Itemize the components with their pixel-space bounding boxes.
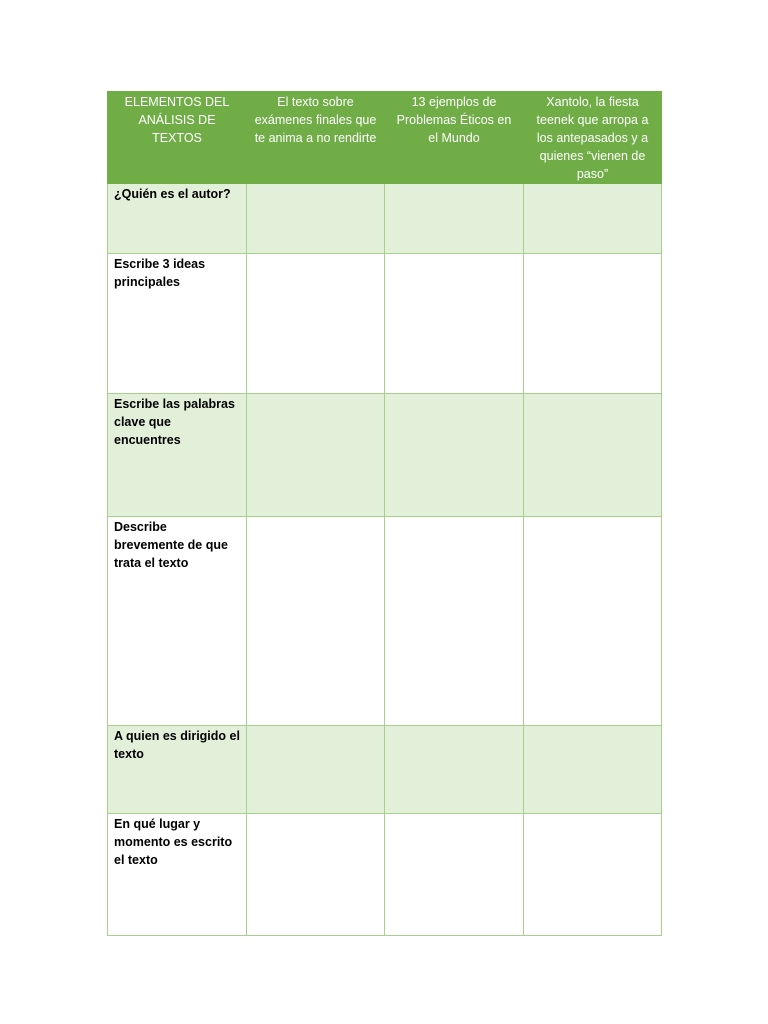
answer-cell[interactable] — [385, 184, 524, 254]
row-label: Describe brevemente de que trata el texto — [108, 517, 247, 726]
table-row — [108, 517, 662, 726]
answer-cell[interactable] — [524, 726, 662, 814]
row-label: Escribe las palabras clave que encuentres — [108, 394, 247, 517]
header-text-exams: El texto sobre exámenes finales que te anima a no rendirte — [247, 92, 385, 184]
answer-cell[interactable] — [524, 517, 662, 726]
answer-cell[interactable] — [385, 726, 524, 814]
answer-cell[interactable] — [247, 394, 385, 517]
table-row — [108, 814, 662, 936]
table-row — [108, 184, 662, 254]
header-text-ethics: 13 ejemplos de Problemas Éticos en el Mundo — [385, 92, 524, 184]
answer-cell[interactable] — [524, 184, 662, 254]
answer-cell[interactable] — [247, 184, 385, 254]
answer-cell[interactable] — [247, 814, 385, 936]
answer-cell[interactable] — [385, 814, 524, 936]
text-analysis-table — [107, 91, 662, 936]
answer-cell[interactable] — [385, 394, 524, 517]
row-label: A quien es dirigido el texto — [108, 726, 247, 814]
answer-cell[interactable] — [385, 254, 524, 394]
answer-cell[interactable] — [524, 394, 662, 517]
row-label: ¿Quién es el autor? — [108, 184, 247, 254]
answer-cell[interactable] — [385, 517, 524, 726]
answer-cell[interactable] — [524, 814, 662, 936]
row-label: En qué lugar y momento es escrito el texto — [108, 814, 247, 936]
answer-cell[interactable] — [247, 517, 385, 726]
header-elements: ELEMENTOS DEL ANÁLISIS DE TEXTOS — [108, 92, 247, 184]
header-text-xantolo: Xantolo, la fiesta teenek que arropa a los antepasados y a quienes “vienen de paso” — [524, 92, 662, 184]
table-row — [108, 394, 662, 517]
answer-cell[interactable] — [247, 726, 385, 814]
table-header-row — [108, 92, 662, 184]
answer-cell[interactable] — [247, 254, 385, 394]
table-row — [108, 254, 662, 394]
table-row — [108, 726, 662, 814]
row-label: Escribe 3 ideas principales — [108, 254, 247, 394]
answer-cell[interactable] — [524, 254, 662, 394]
